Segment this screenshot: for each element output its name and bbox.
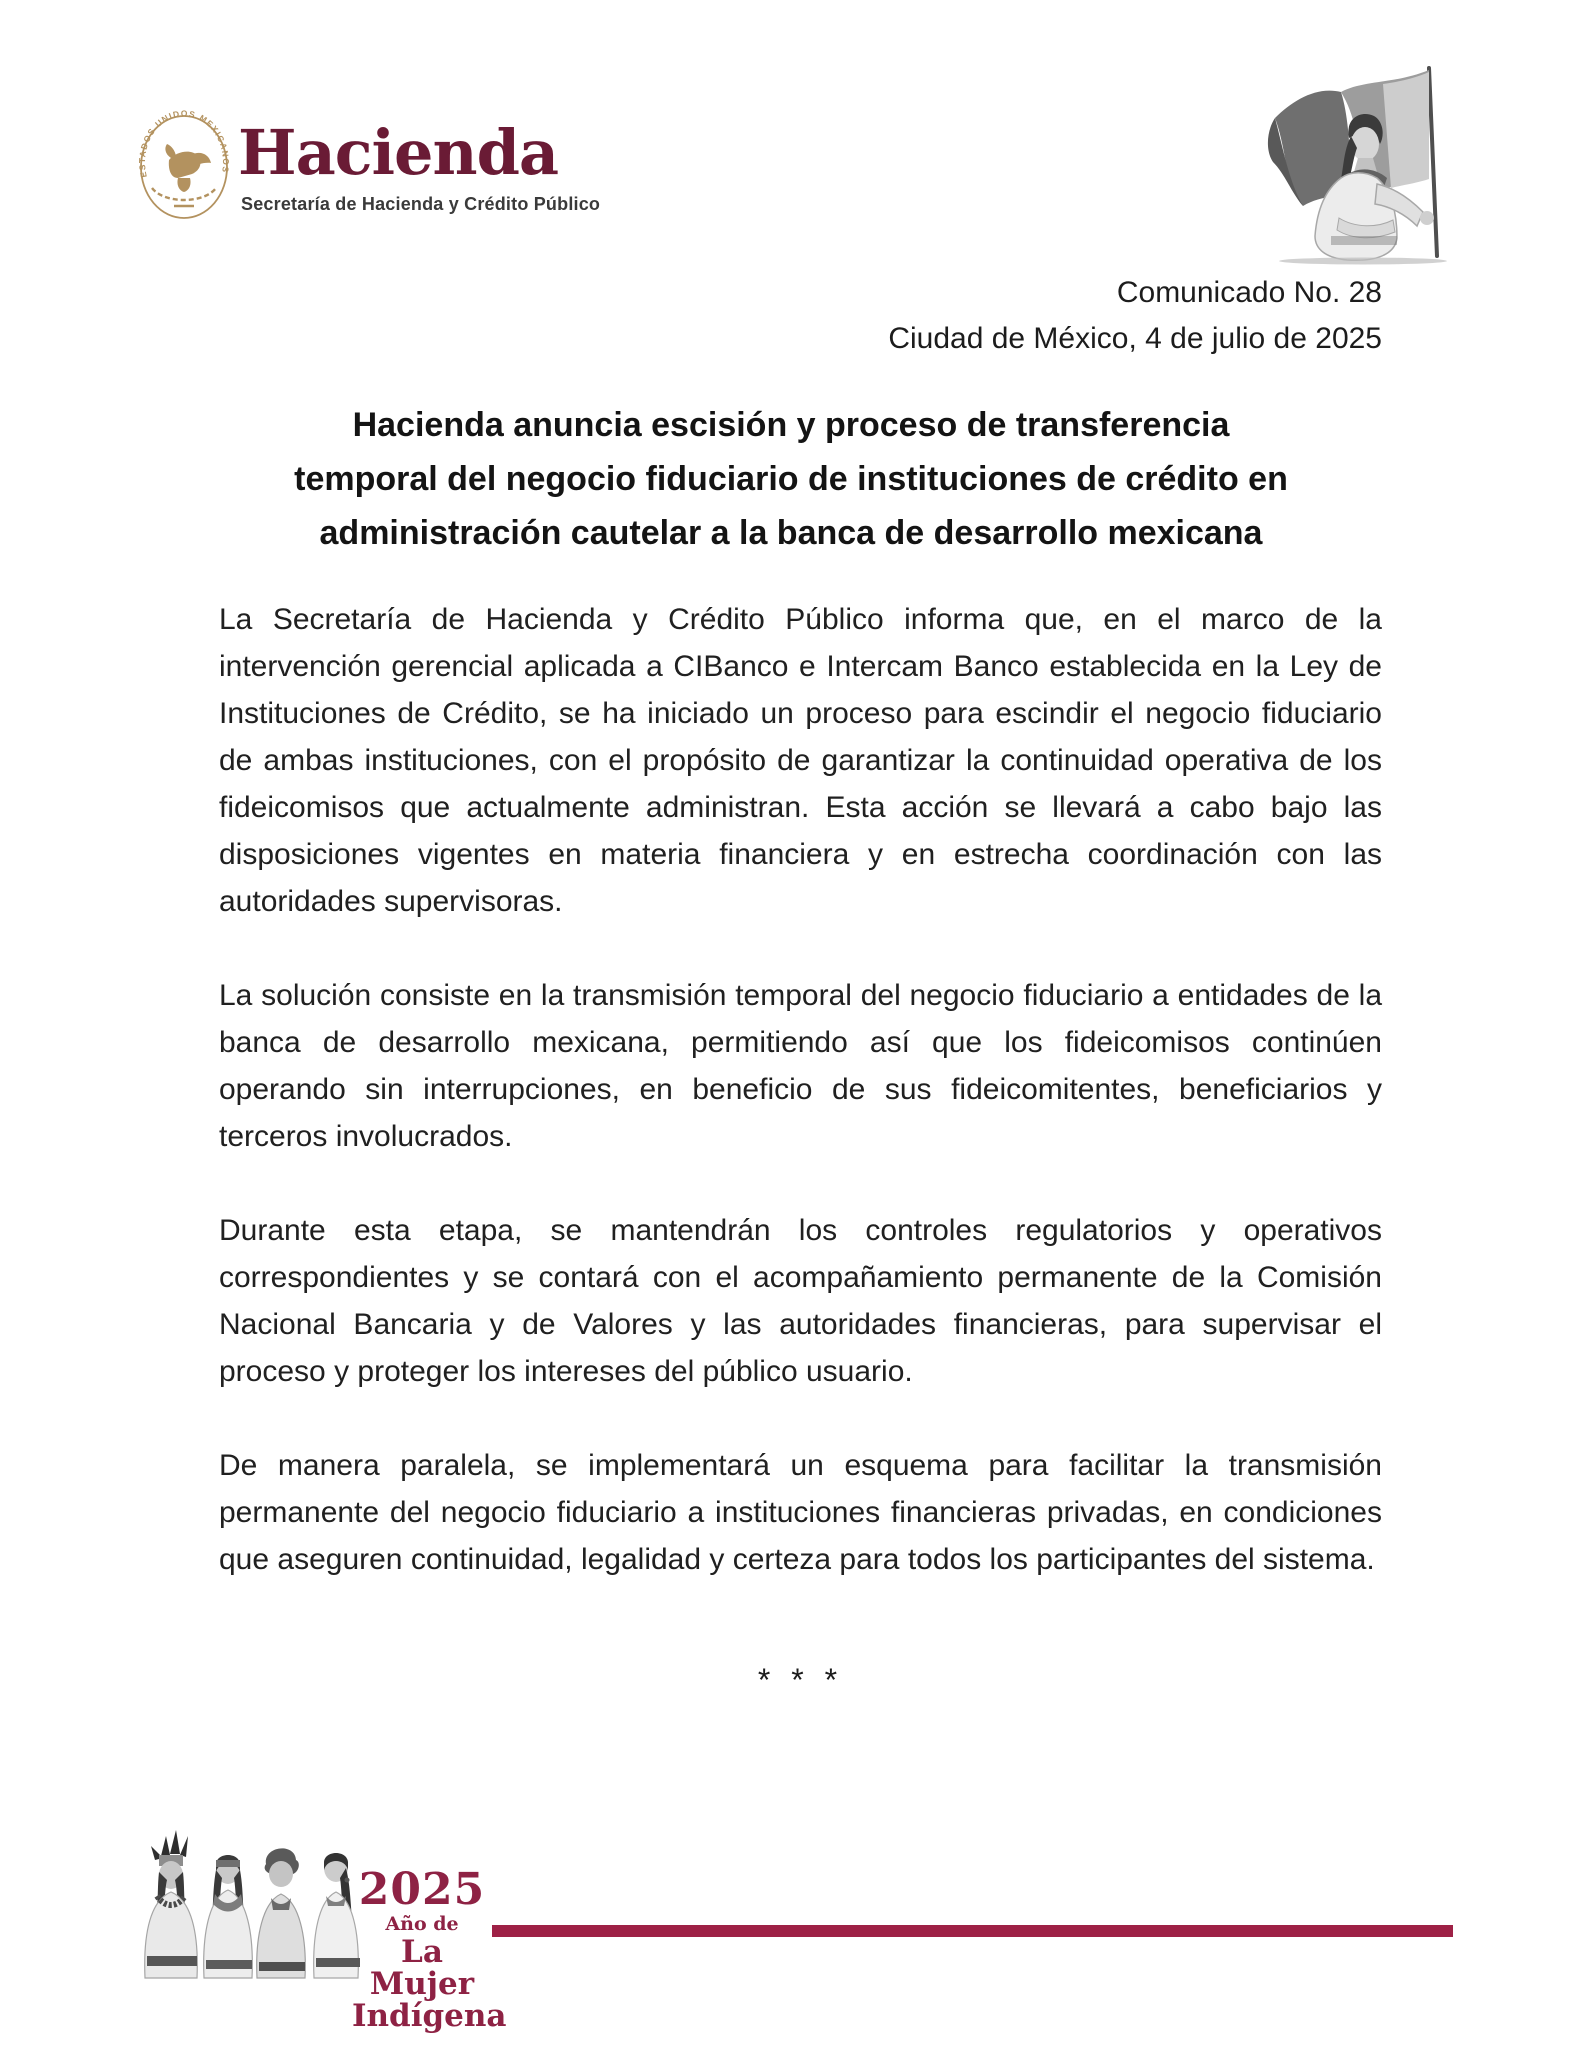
svg-text:ESTADOS UNIDOS MEXICANOS: ESTADOS UNIDOS MEXICANOS (136, 110, 232, 179)
department-label: Secretaría de Hacienda y Crédito Público (241, 194, 601, 214)
paragraph-4: De manera paralela, se implementará un esquema para facilitar la transmisión permanente del negocio fiduciario a instituciones financieras privadas, en condiciones que aseguren continuidad, legalidad y certeza para todos los participantes del sistema. (219, 1449, 1382, 1576)
meta-block (219, 270, 1382, 362)
four-indigenous-women-illustration (133, 1828, 373, 1988)
paragraph-2: La solución consiste en la transmisión temporal del negocio fiduciario a entidades de la banca de desarrollo mexicana, permitiendo así que los fideicomisos continúen operando sin interrupciones, en beneficio de sus fideicomitentes, beneficiarios y terceros involucrados. (219, 979, 1382, 1153)
asterisk-separator: * * * (757, 1662, 844, 1698)
paragraph-1: La Secretaría de Hacienda y Crédito Público informa que, en el marco de la intervención gerencial aplicada a CIBanco e Intercam Banco establecida en la Ley de Instituciones de Crédito, se ha iniciado un proceso para escindir el negocio fiduciario de ambas instituciones, con el propósito de garantizar la continuidad operativa de los fideicomisos que actualmente administran. Esta acción se llevará a cabo bajo las disposiciones vigentes en materia financiera y en estrecha coordinación con las autoridades supervisoras. (219, 603, 1382, 918)
footer-tagline-small: Año de (385, 1913, 459, 1935)
footer-year: 2025 (358, 1864, 486, 1915)
body-text (219, 596, 1382, 1630)
footer-tagline-line3: Indígena (352, 1998, 507, 2034)
mexican-national-seal-icon (136, 110, 232, 222)
title-line-2: temporal del negocio fiduciario de instituciones de crédito en (294, 460, 1288, 498)
paragraph-3: Durante esta etapa, se mantendrán los controles regulatorios y operativos correspondientes y se contará con el acompañamiento permanente de la Comisión Nacional Bancaria y de Valores y las autoridades financieras, para supervisar el proceso y proteger los intereses del público usuario. (219, 1214, 1382, 1388)
title-line-1: Hacienda anuncia escisión y proceso de transferencia (352, 406, 1230, 444)
dateline: Ciudad de México, 4 de julio de 2025 (888, 322, 1382, 355)
footer-campaign-text (352, 1864, 507, 2034)
communique-number: Comunicado No. 28 (1116, 276, 1382, 309)
press-release-title (185, 398, 1397, 560)
hacienda-wordmark: Hacienda (238, 116, 559, 189)
title-line-3: administración cautelar a la banca de desarrollo mexicana (319, 514, 1263, 552)
footer-tagline-line2: La Mujer (369, 1934, 475, 2002)
woman-with-mexican-flag-illustration (1245, 58, 1455, 268)
footer-accent-bar (492, 1925, 1453, 1937)
